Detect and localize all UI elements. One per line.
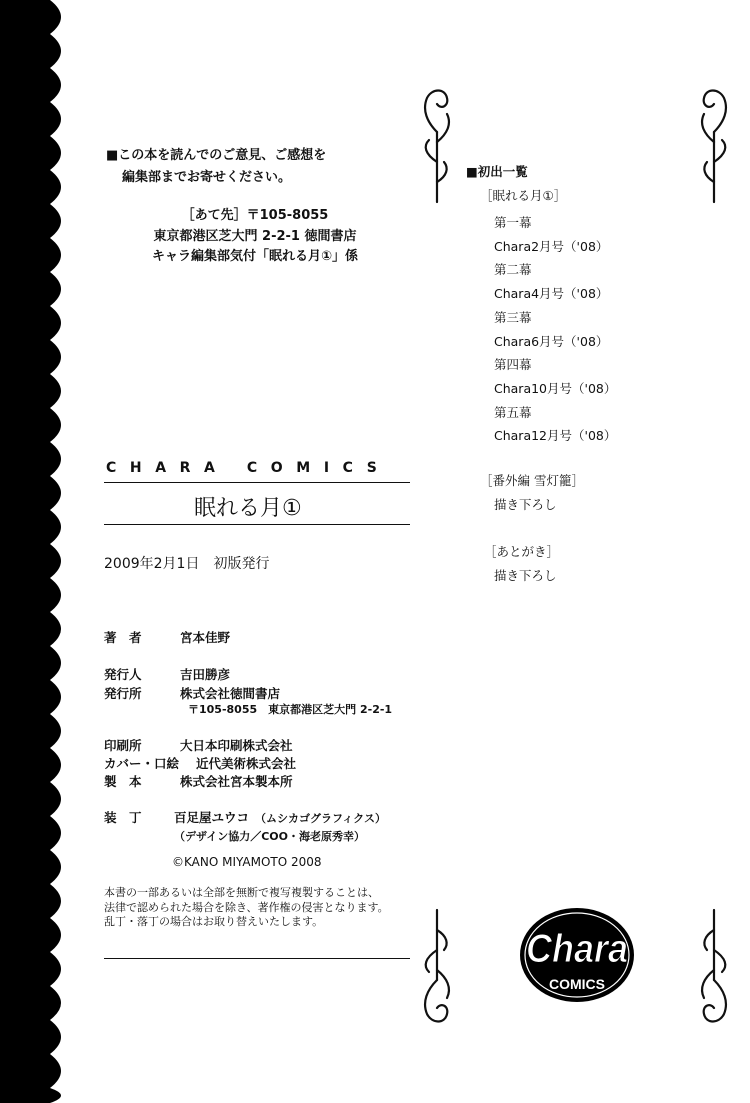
cover-name: 近代美術株式会社: [196, 756, 297, 771]
toc-section-2-title: ［番外編 雪灯籠］: [480, 473, 584, 488]
publisher-address: 〒105-8055 東京都港区芝大門 2-2-1: [188, 703, 393, 716]
copyright: ©KANO MIYAMOTO 2008: [172, 855, 322, 869]
toc-heading: ■初出一覧: [466, 164, 528, 179]
chara-comics-logo: [517, 905, 637, 1005]
toc-entry: Chara4月号（'08）: [494, 286, 609, 302]
toc-entry: 第三幕: [494, 309, 532, 325]
author-name: 宮本佳野: [180, 630, 231, 645]
toc-section-1-title: ［眠れる月①］: [480, 188, 567, 203]
toc-entry: 第四幕: [494, 357, 532, 373]
toc-section-2-entry: 描き下ろし: [494, 497, 557, 512]
brand-label: CHARA COMICS: [106, 460, 391, 476]
notice-line-2: 編集部までお寄せください。: [122, 170, 292, 185]
binding-label: 製 本: [104, 774, 142, 789]
design-note: （デザイン協力／COO・海老原秀幸）: [174, 830, 366, 843]
toc-entry: Chara6月号（'08）: [494, 333, 609, 349]
legal-notice: [104, 886, 389, 930]
toc-entry: 第一幕: [494, 215, 532, 230]
book-title: 眠れる月①: [194, 496, 302, 521]
flourish-top-left: [417, 82, 457, 212]
toc-entry: Chara12月号（'08）: [494, 428, 617, 444]
divider-bottom: [104, 524, 410, 525]
flourish-bottom-left: [417, 900, 457, 1030]
toc-section-3-title: ［あとがき］: [484, 544, 560, 559]
reader-feedback-notice: [106, 145, 326, 189]
publish-date: 2009年2月1日 初版発行: [104, 556, 270, 572]
toc-section-3-entry: 描き下ろし: [494, 568, 557, 583]
divider-top: [104, 482, 410, 483]
logo-comics-text: COMICS: [549, 976, 605, 992]
publisher-person: 吉田勝彦: [180, 667, 231, 682]
design-label: 装 丁: [104, 810, 142, 825]
address-line-1: ［あて先］〒105-8055: [181, 208, 329, 223]
notice-line-1: ■この本を読んでのご意見、ご感想を: [106, 148, 327, 163]
logo-chara-text: Chara: [525, 927, 629, 972]
scalloped-border: [0, 0, 80, 1103]
toc-entry: 第二幕: [494, 262, 532, 278]
toc-entries: [494, 211, 616, 448]
legal-line-3: 乱丁・落丁の場合はお取り替えいたします。: [104, 915, 324, 928]
flourish-top-right: [694, 82, 734, 212]
legal-line-2: 法律で認められた場合を除き、著作権の侵害となります。: [104, 900, 389, 914]
legal-line-1: 本書の一部あるいは全部を無断で複写複製することは、: [104, 886, 379, 899]
printer-label: 印刷所: [104, 738, 142, 753]
publisher-label: 発行所: [104, 686, 142, 701]
cover-label: カバー・口絵: [104, 756, 180, 771]
author-label: 著 者: [104, 630, 142, 645]
design-studio: （ムシカゴグラフィクス）: [255, 812, 387, 825]
printer-name: 大日本印刷株式会社: [180, 738, 293, 753]
address-line-2: 東京都港区芝大門 2-2-1 徳間書店: [153, 228, 357, 244]
publisher-name: 株式会社徳間書店: [180, 686, 281, 701]
divider-footer: [104, 958, 410, 959]
toc-entry: Chara10月号（'08）: [494, 380, 617, 396]
flourish-bottom-right: [694, 900, 734, 1030]
binding-name: 株式会社宮本製本所: [180, 774, 293, 789]
toc-entry: Chara2月号（'08）: [494, 238, 609, 254]
address-line-3: キャラ編集部気付「眠れる月①」係: [151, 249, 358, 264]
mailing-address: [140, 206, 370, 268]
design-name: 百足屋ユウコ: [174, 810, 250, 825]
toc-entry: 第五幕: [494, 404, 532, 420]
publisher-person-label: 発行人: [104, 667, 142, 682]
